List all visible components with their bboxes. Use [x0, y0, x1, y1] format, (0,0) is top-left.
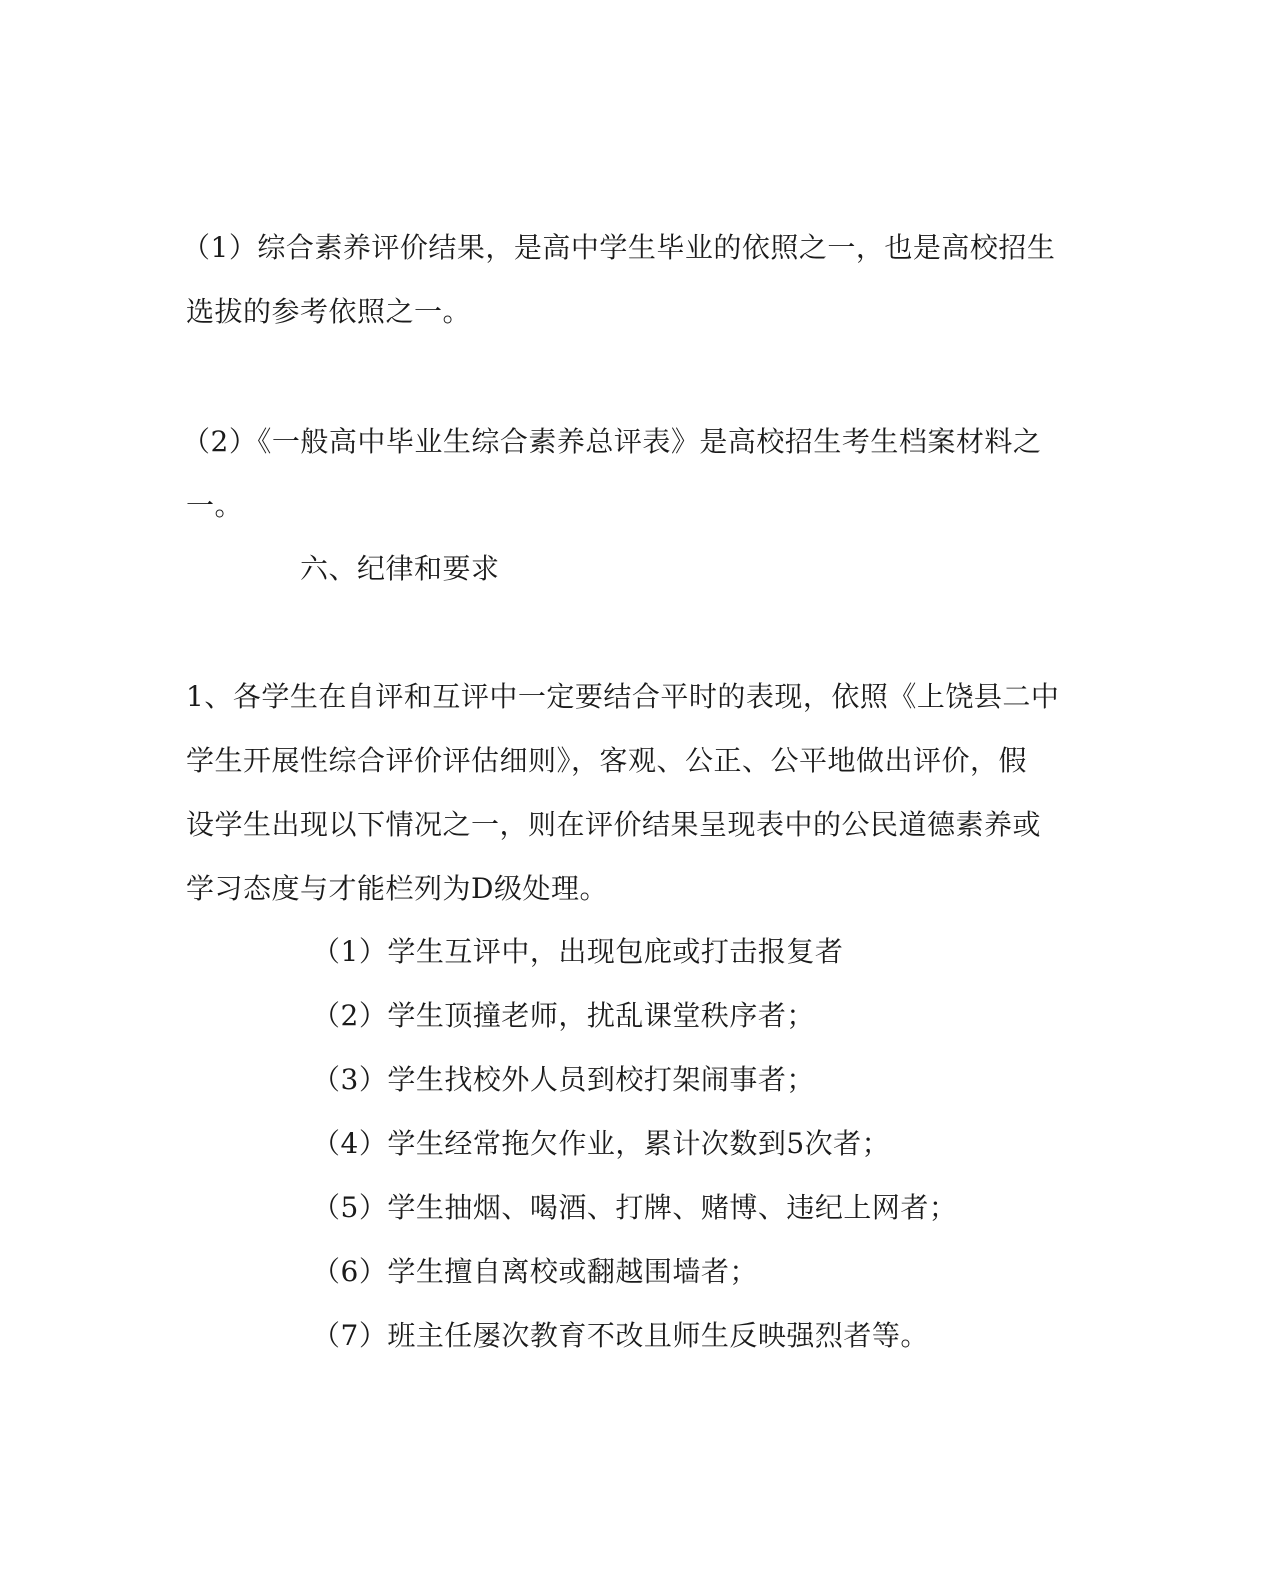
list-item: （1）学生互评中，出现包庇或打击报复者	[312, 935, 844, 968]
list-item: （3）学生找校外人员到校打架闹事者；	[312, 1063, 815, 1096]
paragraph-line: 选拔的参考依照之一。	[186, 295, 472, 328]
list-item: （4）学生经常拖欠作业，累计次数到5次者；	[312, 1127, 891, 1160]
paragraph-line: 一。	[186, 489, 244, 522]
paragraph-line: 1、各学生在自评和互评中一定要结合平时的表现，依照《上饶县二中	[186, 680, 1060, 713]
list-item: （7）班主任屡次教育不改且师生反映强烈者等。	[312, 1319, 929, 1352]
paragraph-line: 设学生出现以下情况之一，则在评价结果呈现表中的公民道德素养或	[186, 808, 1042, 841]
paragraph-line: （2）《一般高中毕业生综合素养总评表》是高校招生考生档案材料之	[182, 425, 1042, 458]
list-item: （6）学生擅自离校或翻越围墙者；	[312, 1255, 758, 1288]
paragraph-line: （1）综合素养评价结果，是高中学生毕业的依照之一，也是高校招生	[182, 231, 1056, 264]
section-heading: 六、纪律和要求	[300, 552, 500, 585]
paragraph-line: 学习态度与才能栏列为D级处理。	[186, 872, 608, 905]
list-item: （2）学生顶撞老师，扰乱课堂秩序者；	[312, 999, 815, 1032]
list-item: （5）学生抽烟、喝酒、打牌、赌博、违纪上网者；	[312, 1191, 958, 1224]
paragraph-line: 学生开展性综合评价评估细则》，客观、公正、公平地做出评价，假	[186, 744, 1028, 777]
